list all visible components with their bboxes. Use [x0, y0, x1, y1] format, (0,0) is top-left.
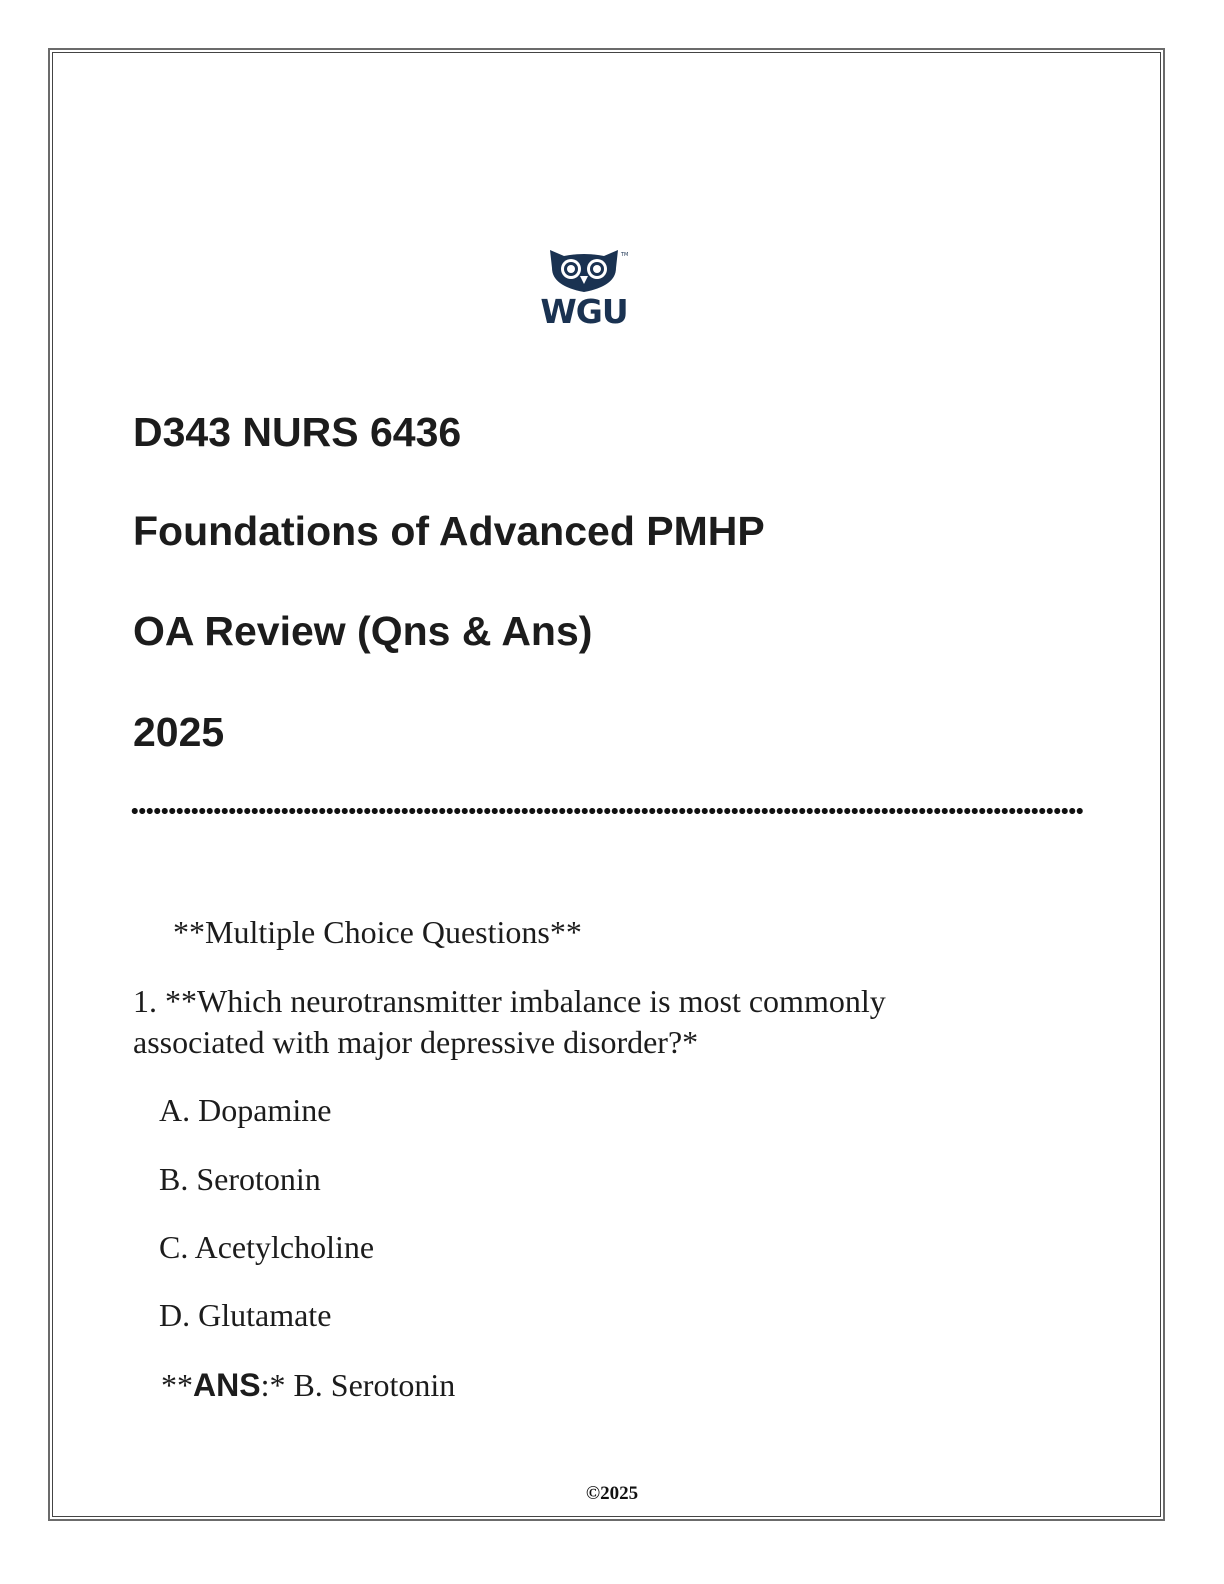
section-label: **Multiple Choice Questions** — [173, 914, 582, 950]
logo-text: WGU — [540, 292, 628, 331]
svg-text:TM: TM — [621, 252, 629, 258]
answer-line — [161, 1364, 455, 1406]
year-heading: 2025 — [133, 709, 225, 755]
course-title-heading: Foundations of Advanced PMHP — [133, 508, 765, 554]
option-a: A. Dopamine — [159, 1092, 332, 1128]
option-b: B. Serotonin — [159, 1161, 321, 1197]
wgu-logo — [528, 246, 640, 336]
dotted-divider — [131, 807, 1084, 815]
question-text-line-2: associated with major depressive disorder?* — [133, 1024, 699, 1060]
answer-key: ANS — [193, 1367, 261, 1403]
owl-icon — [528, 246, 640, 294]
course-code-heading: D343 NURS 6436 — [133, 409, 462, 455]
question-text-line-1: 1. **Which neurotransmitter imbalance is most commonly — [133, 983, 886, 1019]
doc-type-heading: OA Review (Qns & Ans) — [133, 608, 593, 654]
copyright-footer: ©2025 — [585, 1483, 639, 1504]
option-d: D. Glutamate — [159, 1297, 332, 1333]
answer-prefix: ** — [161, 1367, 193, 1403]
option-c: C. Acetylcholine — [159, 1229, 375, 1265]
answer-text: :* B. Serotonin — [260, 1367, 456, 1403]
